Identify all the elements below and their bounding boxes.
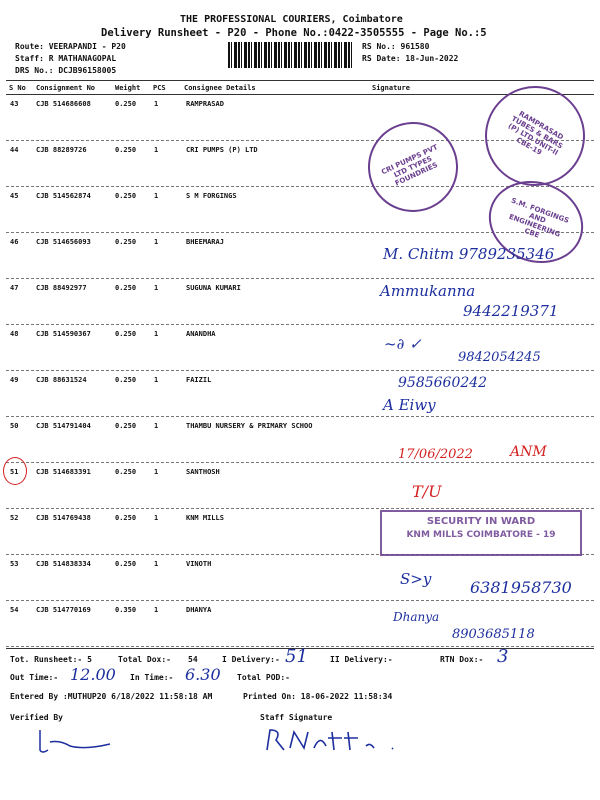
handwritten-date: 17/06/2022 xyxy=(398,447,473,462)
total-dox-value: 54 xyxy=(188,655,198,664)
staff-label: Staff: R MATHANAGOPAL xyxy=(15,54,117,63)
row-serial: 51 xyxy=(10,468,19,476)
row-pcs: 1 xyxy=(154,468,159,476)
rtn-dox-label: RTN Dox:- xyxy=(440,655,484,664)
printed-on: Printed On: 18-06-2022 11:58:34 xyxy=(243,692,393,701)
row-divider xyxy=(6,600,594,601)
total-pod-label: Total POD:- xyxy=(237,673,290,682)
divider xyxy=(6,80,594,81)
row-serial: 52 xyxy=(10,514,19,522)
barcode xyxy=(228,42,354,68)
row-consignment: CJB 88289726 xyxy=(36,146,87,154)
row-consignment: CJB 88492977 xyxy=(36,284,87,292)
col-consignment: Consignment No xyxy=(36,84,96,92)
out-time-label: Out Time:- xyxy=(10,673,59,682)
row-divider xyxy=(6,416,594,417)
row-consignment: CJB 514769438 xyxy=(36,514,91,522)
handwritten-signature-mark: ~∂ ✓ xyxy=(384,335,422,353)
row-divider xyxy=(6,462,594,463)
verified-by-label: Verified By xyxy=(10,713,63,722)
seal-text: RAMPRASAD TUBES & BARS (P) LTD UNIT-II CBE-19 xyxy=(506,109,565,158)
row-divider xyxy=(6,508,594,509)
handwritten-phone: 6381958730 xyxy=(470,578,572,597)
route-label: Route: VEERAPANDI - P20 xyxy=(15,42,126,51)
row-weight: 0.250 xyxy=(115,560,137,568)
tot-runsheet: Tot. Runsheet:- 5 xyxy=(10,655,92,664)
row-serial: 44 xyxy=(10,146,19,154)
total-dox-label: Total Dox:- xyxy=(118,655,171,664)
row-serial: 48 xyxy=(10,330,19,338)
row-consignment: CJB 514686608 xyxy=(36,100,91,108)
security-text: SECURITY IN WARD xyxy=(426,516,536,527)
row-consignee: S M FORGINGS xyxy=(186,192,237,200)
highlight-circle xyxy=(3,457,27,485)
row-divider xyxy=(6,278,594,279)
row-pcs: 1 xyxy=(154,284,159,292)
row-pcs: 1 xyxy=(154,376,159,384)
row-consignee: SANTHOSH xyxy=(186,468,220,476)
row-consignment: CJB 514838334 xyxy=(36,560,91,568)
row-pcs: 1 xyxy=(154,146,159,154)
rtn-dox-value: 3 xyxy=(497,646,509,667)
row-serial: 47 xyxy=(10,284,19,292)
runsheet-subtitle: Delivery Runsheet - P20 - Phone No.:0422-3505555 - Page No.:5 xyxy=(101,27,487,39)
row-consignee: DHANYA xyxy=(186,606,212,614)
handwritten-phone: 9842054245 xyxy=(458,350,541,365)
company-seal xyxy=(353,107,473,227)
row-serial: 46 xyxy=(10,238,19,246)
row-serial: 43 xyxy=(10,100,19,108)
col-signature: Signature xyxy=(372,84,410,92)
entered-by: Entered By :MUTHUP20 6/18/2022 11:58:18 AM xyxy=(10,692,213,701)
col-consignee: Consignee Details xyxy=(184,84,256,92)
row-consignee: VINOTH xyxy=(186,560,212,568)
row-consignment: CJB 514683391 xyxy=(36,468,91,476)
row-pcs: 1 xyxy=(154,100,159,108)
row-pcs: 1 xyxy=(154,192,159,200)
row-weight: 0.250 xyxy=(115,146,137,154)
row-consignment: CJB 514656093 xyxy=(36,238,91,246)
row-consignee: FAIZIL xyxy=(186,376,212,384)
handwritten-name: Dhanya xyxy=(393,610,440,624)
handwritten-signature: A Eiwy xyxy=(383,396,436,414)
row-serial: 49 xyxy=(10,376,19,384)
verified-signature xyxy=(30,722,120,756)
row-consignee: THAMBU NURSERY & PRIMARY SCHOO xyxy=(186,422,313,430)
row-weight: 0.250 xyxy=(115,284,137,292)
col-sno: S No xyxy=(9,84,26,92)
row-divider xyxy=(6,324,594,325)
row-consignment: CJB 514770169 xyxy=(36,606,91,614)
i-delivery-value: 51 xyxy=(285,646,308,667)
row-serial: 45 xyxy=(10,192,19,200)
row-consignee: ANANDHA xyxy=(186,330,216,338)
handwritten-signature: T/U xyxy=(412,482,442,501)
rs-number: RS No.: 961580 xyxy=(362,42,430,51)
handwritten-signature: Ammukanna xyxy=(380,282,476,300)
handwritten-phone: 9585660242 xyxy=(398,375,488,391)
row-pcs: 1 xyxy=(154,330,159,338)
seal-text: S.M. FORGINGS AND ENGINEERING CBE xyxy=(507,196,571,240)
row-consignee: KNM MILLS xyxy=(186,514,224,522)
staff-signature-label: Staff Signature xyxy=(260,713,333,722)
row-consignee: SUGUNA KUMARI xyxy=(186,284,241,292)
row-pcs: 1 xyxy=(154,238,159,246)
row-weight: 0.250 xyxy=(115,238,137,246)
row-weight: 0.350 xyxy=(115,606,137,614)
in-time-label: In Time:- xyxy=(130,673,174,682)
in-time-value: 6.30 xyxy=(185,665,221,684)
row-weight: 0.250 xyxy=(115,330,137,338)
row-pcs: 1 xyxy=(154,422,159,430)
ii-delivery-label: II Delivery:- xyxy=(330,655,393,664)
handwritten-phone: 8903685118 xyxy=(452,627,535,642)
seal-text: CRI PUMPS PVT LTD TYPES FOUNDRIES xyxy=(380,143,440,188)
handwritten-phone: 9442219371 xyxy=(463,302,559,320)
row-consignment: CJB 514562874 xyxy=(36,192,91,200)
rs-date: RS Date: 18-Jun-2022 xyxy=(362,54,459,63)
row-consignee: RAMPRASAD xyxy=(186,100,224,108)
row-weight: 0.250 xyxy=(115,100,137,108)
security-stamp xyxy=(380,510,582,556)
row-serial: 53 xyxy=(10,560,19,568)
row-weight: 0.250 xyxy=(115,422,137,430)
i-delivery-label: I Delivery:- xyxy=(222,655,280,664)
row-consignment: CJB 514791404 xyxy=(36,422,91,430)
row-weight: 0.250 xyxy=(115,192,137,200)
col-pcs: PCS xyxy=(153,84,166,92)
row-weight: 0.250 xyxy=(115,376,137,384)
handwritten-signature-mark: S>y xyxy=(400,570,432,588)
row-pcs: 1 xyxy=(154,560,159,568)
row-consignee: BHEEMARAJ xyxy=(186,238,224,246)
row-weight: 0.250 xyxy=(115,468,137,476)
staff-signature xyxy=(262,724,422,756)
row-consignment: CJB 514590367 xyxy=(36,330,91,338)
row-pcs: 1 xyxy=(154,514,159,522)
company-title: THE PROFESSIONAL COURIERS, Coimbatore xyxy=(180,14,403,25)
knm-stamp-text: KNM MILLS COIMBATORE - 19 xyxy=(406,530,556,540)
out-time-value: 12.00 xyxy=(70,665,116,684)
handwritten-phone: M. Chitm 9789235346 xyxy=(383,245,555,263)
row-consignee: CRI PUMPS (P) LTD xyxy=(186,146,258,154)
drs-label: DRS No.: DCJB96158005 xyxy=(15,66,117,75)
handwritten-signature-mark: ANM xyxy=(510,444,547,460)
row-serial: 54 xyxy=(10,606,19,614)
row-divider xyxy=(6,370,594,371)
row-consignment: CJB 88631524 xyxy=(36,376,87,384)
row-weight: 0.250 xyxy=(115,514,137,522)
col-weight: Weight xyxy=(115,84,141,92)
row-pcs: 1 xyxy=(154,606,159,614)
row-serial: 50 xyxy=(10,422,19,430)
